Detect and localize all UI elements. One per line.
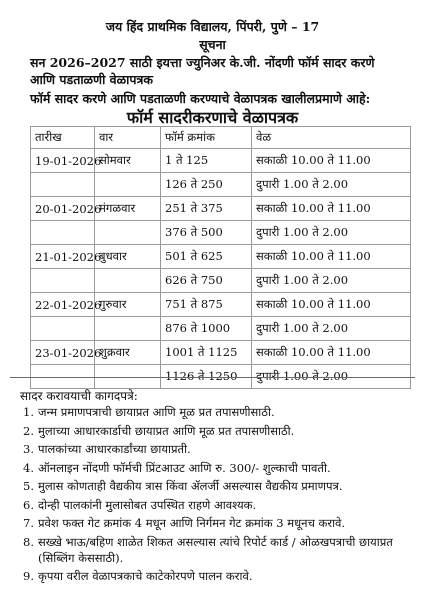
column-header-time: वेळ — [252, 127, 411, 149]
table-row — [31, 293, 411, 317]
cell-form-range: 1 ते 125 — [161, 149, 252, 173]
cell-date — [31, 317, 95, 341]
cell-date: 22-01-2026 — [31, 293, 95, 317]
cell-date: 23-01-2026 — [31, 341, 95, 365]
cell-date: 19-01-2026 — [31, 149, 95, 173]
section-divider — [10, 377, 415, 378]
column-header-day: वार — [95, 127, 161, 149]
cell-form-range: 376 ते 500 — [161, 221, 252, 245]
cell-day — [95, 221, 161, 245]
table-row — [31, 221, 411, 245]
cell-date: 20-01-2026 — [31, 197, 95, 221]
cell-time: सकाळी 10.00 ते 11.00 — [252, 245, 411, 269]
documents-heading: सादर करावयाची कागदपत्रे: — [20, 389, 138, 403]
cell-time: दुपारी 1.00 ते 2.00 — [252, 365, 411, 389]
cell-time: सकाळी 10.00 ते 11.00 — [252, 293, 411, 317]
cell-form-range: 126 ते 250 — [161, 173, 252, 197]
item-number: 8. — [23, 534, 34, 549]
table-row — [31, 269, 411, 293]
table-row — [31, 317, 411, 341]
column-header-form-number: फॉर्म क्रमांक — [161, 127, 252, 149]
cell-form-range: 876 ते 1000 — [161, 317, 252, 341]
table-row — [31, 149, 411, 173]
item-number: 1. — [23, 405, 34, 419]
cell-time: दुपारी 1.00 ते 2.00 — [252, 317, 411, 341]
notice-heading: सूचना — [199, 37, 226, 52]
item-text: मुलास कोणताही वैद्यकीय त्रास किंवा ॲलर्जी असल्यास वैद्यकीय प्रमाणपत्र. — [38, 479, 343, 493]
list-item — [10, 404, 410, 420]
cell-date — [31, 221, 95, 245]
table-row — [31, 197, 411, 221]
cell-day: सोमवार — [95, 149, 161, 173]
cell-date — [31, 173, 95, 197]
schedule-intro: फॉर्म सादर करणे आणि पडताळणी करण्याचे वेळापत्रक खालीलप्रमाणे आहे: — [30, 91, 371, 106]
cell-day — [95, 173, 161, 197]
item-text: प्रवेश फक्त गेट क्रमांक 4 मधून आणि निर्गमन गेट क्रमांक 3 मधूनच करावे. — [38, 516, 346, 530]
list-item — [10, 497, 410, 513]
item-number: 5. — [23, 479, 34, 493]
cell-day — [95, 317, 161, 341]
item-text: कृपया वरील वेळापत्रकाचे काटेकोरपणे पालन करावे. — [38, 569, 253, 583]
list-item — [10, 515, 410, 531]
list-item — [10, 423, 410, 439]
documents-list — [10, 404, 410, 587]
list-item — [10, 534, 410, 566]
cell-time: सकाळी 10.00 ते 11.00 — [252, 341, 411, 365]
table-header-row — [31, 127, 411, 149]
cell-date — [31, 269, 95, 293]
item-text: पालकांच्या आधारकार्डांच्या छायाप्रती. — [38, 442, 191, 456]
item-text: जन्म प्रमाणपत्राची छायाप्रत आणि मूळ प्रत तपासणीसाठी. — [38, 405, 275, 419]
cell-time: सकाळी 10.00 ते 11.00 — [252, 197, 411, 221]
table-row — [31, 341, 411, 365]
table-row — [31, 245, 411, 269]
item-number: 6. — [23, 497, 34, 512]
cell-form-range: 1126 ते 1250 — [161, 365, 252, 389]
school-name: जय हिंद प्राथमिक विद्यालय, पिंपरी, पुणे – 17 — [105, 19, 320, 34]
list-item — [10, 441, 410, 457]
cell-day: शुक्रवार — [95, 341, 161, 365]
cell-form-range: 751 ते 875 — [161, 293, 252, 317]
cell-time: सकाळी 10.00 ते 11.00 — [252, 149, 411, 173]
cell-form-range: 501 ते 625 — [161, 245, 252, 269]
item-number: 2. — [23, 423, 34, 438]
cell-day: गुरुवार — [95, 293, 161, 317]
cell-form-range: 1001 ते 1125 — [161, 341, 252, 365]
cell-time: दुपारी 1.00 ते 2.00 — [252, 221, 411, 245]
cell-form-range: 626 ते 750 — [161, 269, 252, 293]
table-row — [31, 173, 411, 197]
list-item — [10, 460, 410, 476]
schedule-table — [30, 126, 411, 389]
item-number: 7. — [23, 516, 34, 530]
cell-time: दुपारी 1.00 ते 2.00 — [252, 269, 411, 293]
column-header-date: तारीख — [31, 127, 95, 149]
item-number: 3. — [23, 442, 34, 456]
list-item — [10, 478, 410, 494]
list-item — [10, 568, 410, 584]
cell-date: 21-01-2026 — [31, 245, 95, 269]
item-text: मुलाच्या आधारकार्डाची छायाप्रत आणि मूळ प्रत तपासणीसाठी. — [38, 423, 295, 438]
subject-line-1: सन 2026–2027 साठी इयत्ता ज्युनिअर के.जी. नोंदणी फॉर्म सादर करणे — [30, 55, 375, 70]
item-text: सख्खे भाऊ/बहिण शाळेत शिकत असल्यास त्यांचे रिपोर्ट कार्ड / ओळखपत्राची छायाप्रत (सिब्लिंग केससाठी). — [38, 534, 393, 565]
subject-line-2: आणि पडताळणी वेळापत्रक — [30, 72, 153, 87]
cell-time: दुपारी 1.00 ते 2.00 — [252, 173, 411, 197]
item-number: 9. — [23, 569, 34, 583]
item-text: दोन्ही पालकांनी मुलासोबत उपस्थित राहणे आवश्यक. — [38, 497, 257, 512]
item-number: 4. — [23, 460, 34, 475]
cell-form-range: 251 ते 375 — [161, 197, 252, 221]
cell-day: बुधवार — [95, 245, 161, 269]
item-text: ऑनलाइन नोंदणी फॉर्मची प्रिंटआउट आणि रु. 300/- शुल्काची पावती. — [38, 460, 331, 475]
cell-day: मंगळवार — [95, 197, 161, 221]
cell-day — [95, 269, 161, 293]
schedule-title: फॉर्म सादरीकरणाचे वेळापत्रक — [126, 108, 299, 127]
